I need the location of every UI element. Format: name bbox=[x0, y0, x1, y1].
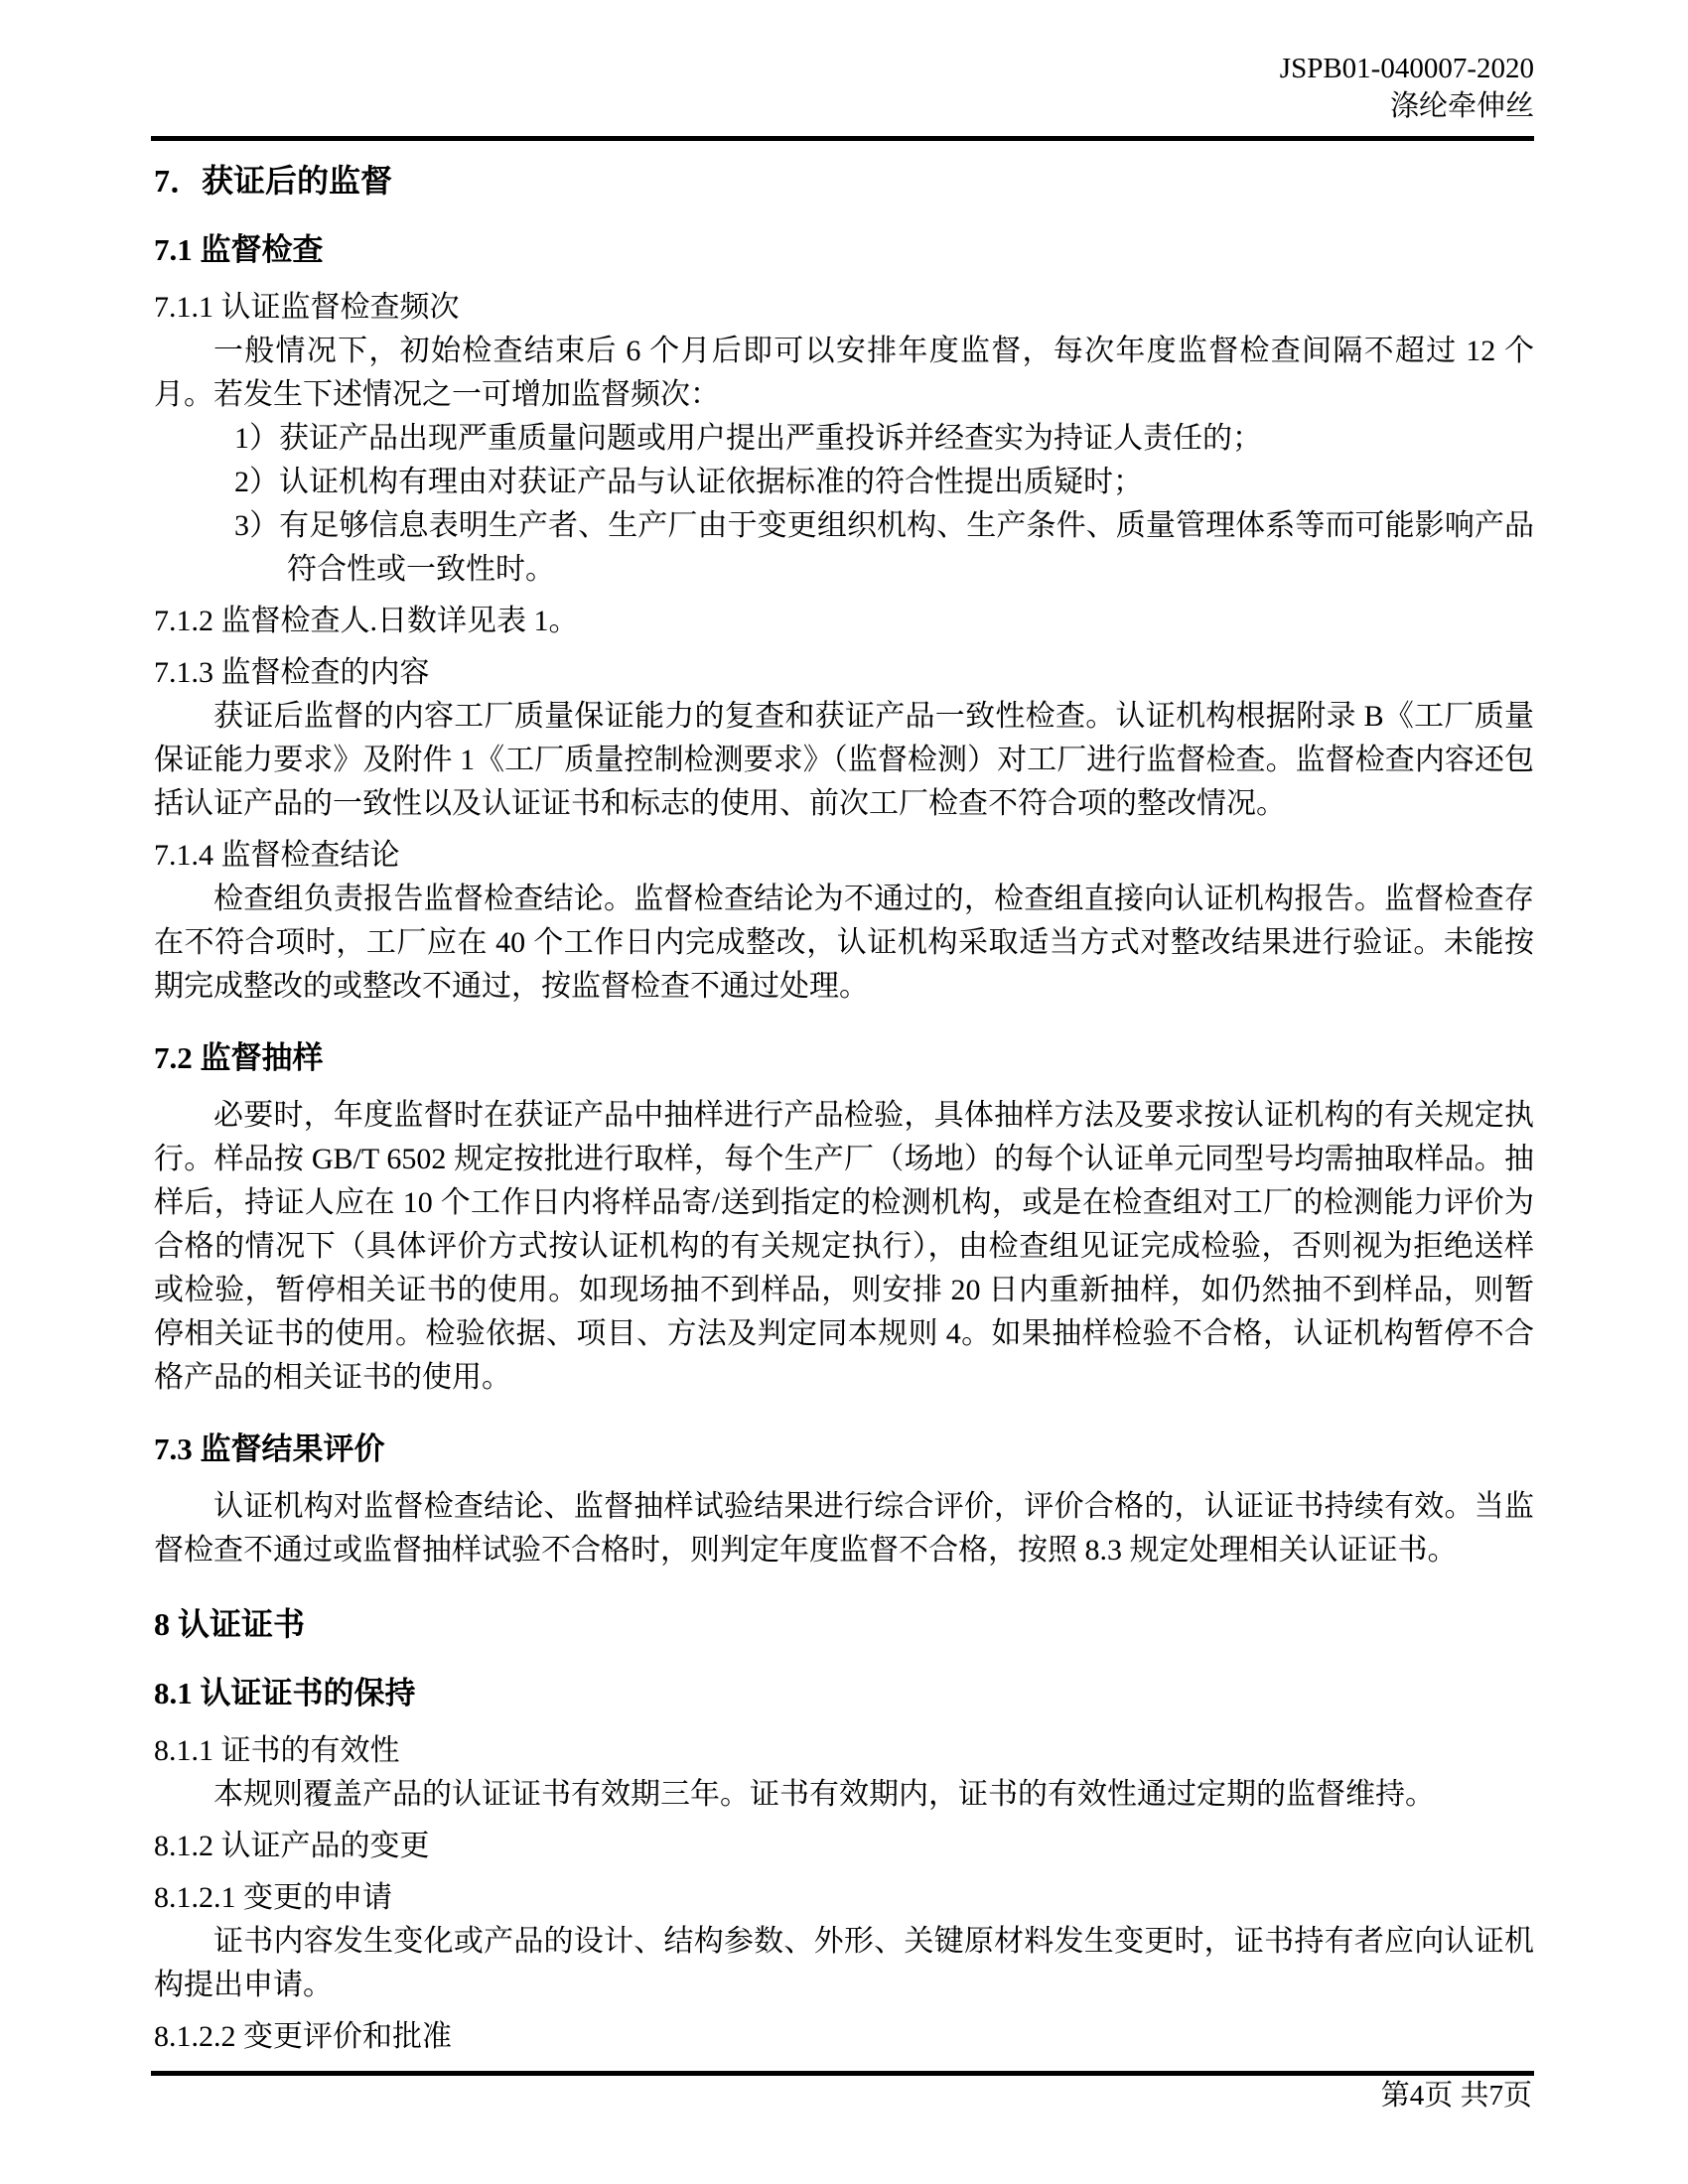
subheading-8-1-2-2: 8.1.2.2 变更评价和批准 bbox=[154, 2020, 452, 2053]
paragraph-inspection-content: 获证后监督的内容工厂质量保证能力的复查和获证产品一致性检查。认证机构根据附录 B《工厂质量保证能力要求》及附件 1《工厂质量控制检测要求》（监督检测）对工厂进行监督检查。监督检查内容还包括认证产品的一致性以及认证证书和标志的使用、前次工厂检查不符合项的整改情况。 bbox=[154, 700, 1534, 820]
page-footer bbox=[154, 2079, 1532, 2113]
paragraph-change-application: 证书内容发生变化或产品的设计、结构参数、外形、关键原材料发生变更时，证书持有者应向认证机构提出申请。 bbox=[154, 1925, 1534, 2001]
product-name: 涤纶牵伸丝 bbox=[1389, 90, 1534, 122]
paragraph-certificate-validity: 本规则覆盖产品的认证证书有效期三年。证书有效期内，证书的有效性通过定期的监督维持。 bbox=[213, 1778, 1435, 1811]
heading-7-1-supervision-inspection: 7.1 监督检查 bbox=[154, 232, 324, 267]
paragraph-result-evaluation: 认证机构对监督检查结论、监督抽样试验结果进行综合评价，评价合格的，认证证书持续有效。当监督检查不通过或监督抽样试验不合格时，则判定年度监督不合格，按照 8.3 规定处理相关认证证书。 bbox=[154, 1490, 1534, 1567]
list-item-3: 3）有足够信息表明生产者、生产厂由于变更组织机构、生产条件、质量管理体系等而可能影响产品符合性或一致性时。 bbox=[234, 509, 1534, 586]
subheading-8-1-2: 8.1.2 认证产品的变更 bbox=[154, 1830, 430, 1862]
page-number-indicator: 第4页 共7页 bbox=[1380, 2080, 1532, 2112]
subheading-8-1-1: 8.1.1 证书的有效性 bbox=[154, 1734, 400, 1767]
subheading-7-1-2: 7.1.2 监督检查人.日数详见表 1。 bbox=[154, 605, 579, 637]
paragraph-supervision-frequency: 一般情况下，初始检查结束后 6 个月后即可以安排年度监督，每次年度监督检查间隔不超过 12 个月。若发生下述情况之一可增加监督频次： bbox=[154, 335, 1534, 411]
heading-7-2-supervision-sampling: 7.2 监督抽样 bbox=[154, 1040, 324, 1075]
footer-divider bbox=[151, 2071, 1534, 2076]
subheading-7-1-3: 7.1.3 监督检查的内容 bbox=[154, 656, 430, 689]
paragraph-sampling: 必要时，年度监督时在获证产品中抽样进行产品检验，具体抽样方法及要求按认证机构的有关规定执行。样品按 GB/T 6502 规定按批进行取样，每个生产厂（场地）的每个认证单元同型号均需抽取样品。抽样后，持证人应在 10 个工作日内将样品寄/送到指定的检测机构，或是在检查组对工厂的检测能力评价为合格的情况下（具体评价方式按认证机构的有关规定执行），由检查组见证完成检验，否则视为拒绝送样或检验，暂停相关证书的使用。如现场抽不到样品，则安排 20 日内重新抽样，如仍然抽不到样品，则暂停相关证书的使用。检验依据、项目、方法及判定同本规则 4。如果抽样检验不合格，认证机构暂停不合格产品的相关证书的使用。 bbox=[154, 1099, 1534, 1394]
heading-7-3-supervision-result-evaluation: 7.3 监督结果评价 bbox=[154, 1432, 385, 1466]
document-number: JSPB01-040007-2020 bbox=[1279, 53, 1534, 84]
heading-7-post-certification-supervision: 7．获证后的监督 bbox=[154, 163, 393, 199]
page-header bbox=[154, 50, 1534, 125]
list-item-1: 1）获证产品出现严重质量问题或用户提出严重投诉并经查实为持证人责任的； bbox=[234, 422, 1262, 455]
header-divider bbox=[151, 136, 1534, 141]
heading-8-1-certificate-maintenance: 8.1 认证证书的保持 bbox=[154, 1676, 416, 1710]
subheading-7-1-1: 7.1.1 认证监督检查频次 bbox=[154, 291, 460, 324]
list-item-2: 2）认证机构有理由对获证产品与认证依据标准的符合性提出质疑时； bbox=[234, 466, 1143, 498]
document-body bbox=[154, 147, 1534, 2059]
subheading-8-1-2-1: 8.1.2.1 变更的申请 bbox=[154, 1881, 392, 1914]
paragraph-inspection-conclusion: 检查组负责报告监督检查结论。监督检查结论为不通过的，检查组直接向认证机构报告。监督检查存在不符合项时，工厂应在 40 个工作日内完成整改，认证机构采取适当方式对整改结果进行验证。未能按期完成整改的或整改不通过，按监督检查不通过处理。 bbox=[154, 883, 1534, 1003]
subheading-7-1-4: 7.1.4 监督检查结论 bbox=[154, 839, 400, 872]
heading-8-certification-certificate: 8 认证证书 bbox=[154, 1606, 306, 1642]
